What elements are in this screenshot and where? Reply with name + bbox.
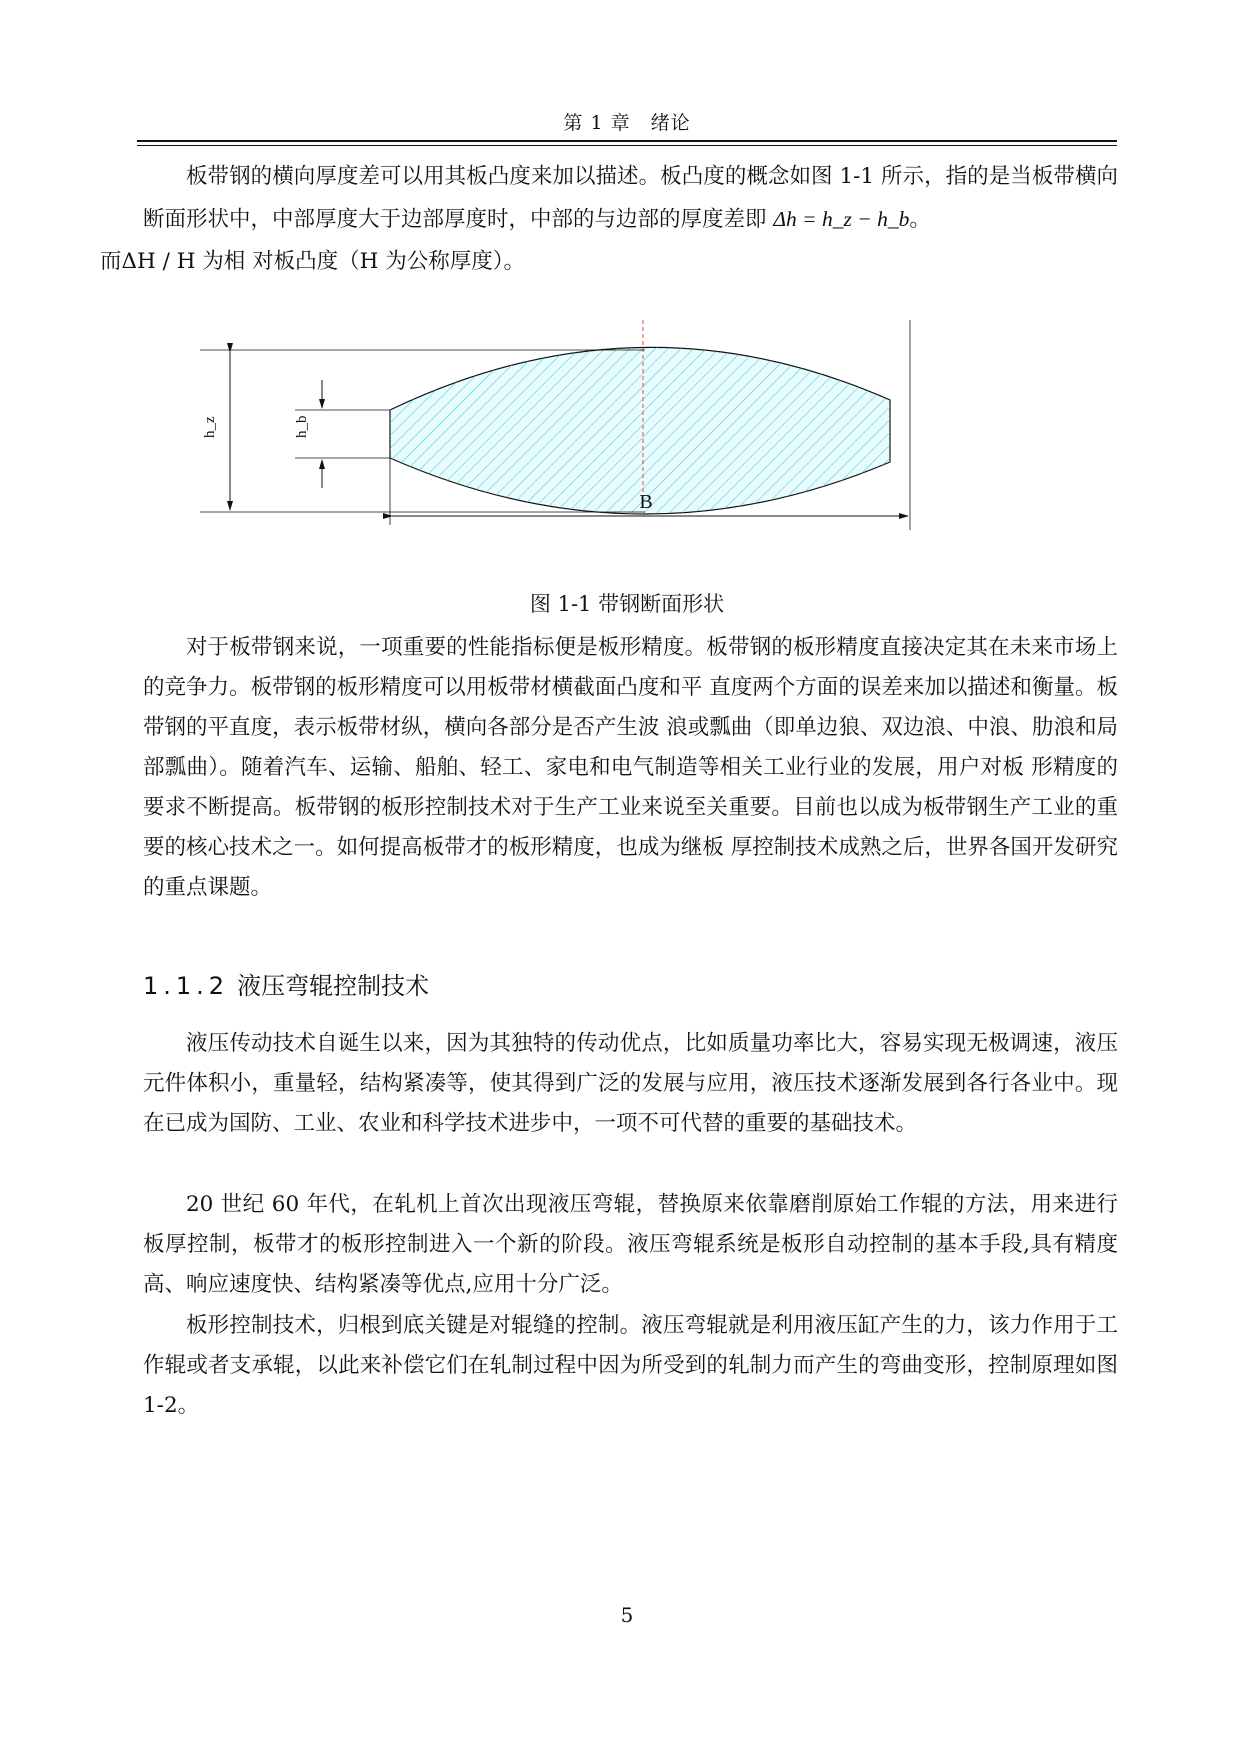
crown-formula-tail: 。 (909, 207, 931, 232)
paragraph-roll-gap-control: 板形控制技术，归根到底关键是对辊缝的控制。液压弯辊就是利用液压缸产生的力，该力作用于工作辊或者支承辊，以此来补偿它们在轧制过程中因为所受到的轧制力而产生的弯曲变形，控制原理如图 1-2。 (143, 1313, 1118, 1418)
paragraph-hydraulic-intro: 液压传动技术自诞生以来，因为其独特的传动优点，比如质量功率比大，容易实现无极调速，液压元件体积小，重量轻，结构紧凑等，使其得到广泛的发展与应用，液压技术逐渐发展到各行各业中。现在已成为国防、工业、农业和科学技术进步中，一项不可代替的重要的基础技术。 (143, 1031, 1118, 1136)
crown-formula: Δh = h_z − h_b (773, 207, 910, 231)
header-rule-thin (137, 145, 1117, 146)
paragraph-hydraulic-bending: 20 世纪 60 年代，在轧机上首次出现液压弯辊，替换原来依靠磨削原始工作辊的方法，用来进行板厚控制，板带才的板形控制进入一个新的阶段。液压弯辊系统是板形自动控制的基本手段,具有精度高、响应速度快、结构紧凑等优点,应用十分广泛。 (143, 1192, 1118, 1297)
paragraph-crown-definition (100, 156, 1118, 283)
figure-strip-cross-section (200, 320, 920, 590)
b-label: B (639, 491, 653, 513)
relative-crown-text: 而ΔH / H 为相 对板凸度（H 为公称厚度）。 (100, 249, 525, 274)
paragraph-flatness: 对于板带钢来说，一项重要的性能指标便是板形精度。板带钢的板形精度直接决定其在未来市场上的竞争力。板带钢的板形精度可以用板带材横截面凸度和平 直度两个方面的误差来加以描述和衡量。板带钢的平直度，表示板带材纵，横向各部分是否产生波 浪或瓢曲（即单边狼、双边浪、中浪、肋浪和局部瓢曲）。随着汽车、运输、船舶、轻工、家电和电气制造等相关工业行业的发展，用户对板 形精度的要求不断提高。板带钢的板形控制技术对于生产工业来说至关重要。目前也以成为板带钢生产工业的重要的核心技术之一。如何提高板带才的板形精度，也成为继板 厚控制技术成熟之后，世界各国开发研究的重点课题。 (143, 635, 1118, 900)
hz-label: h_z (202, 416, 218, 438)
section-number: 1.1.2 (143, 972, 230, 1000)
section-heading (143, 966, 429, 1001)
hb-label: h_b (294, 415, 310, 438)
page-number: 5 (620, 1603, 634, 1627)
paragraph-crown-text: 板带钢的横向厚度差可以用其板凸度来加以描述。板凸度的概念如图 1-1 所示，指的是当板带横向断面形状中，中部厚度大于边部厚度时，中部的与边部的厚度差即 (143, 164, 1118, 232)
figure-caption: 图 1-1 带钢断面形状 (529, 592, 725, 616)
header-rule-thick (137, 140, 1117, 142)
chapter-header: 第 1 章 绪论 (563, 112, 691, 134)
section-title: 液压弯辊控制技术 (237, 972, 430, 1000)
strip-section-diagram (200, 320, 920, 590)
